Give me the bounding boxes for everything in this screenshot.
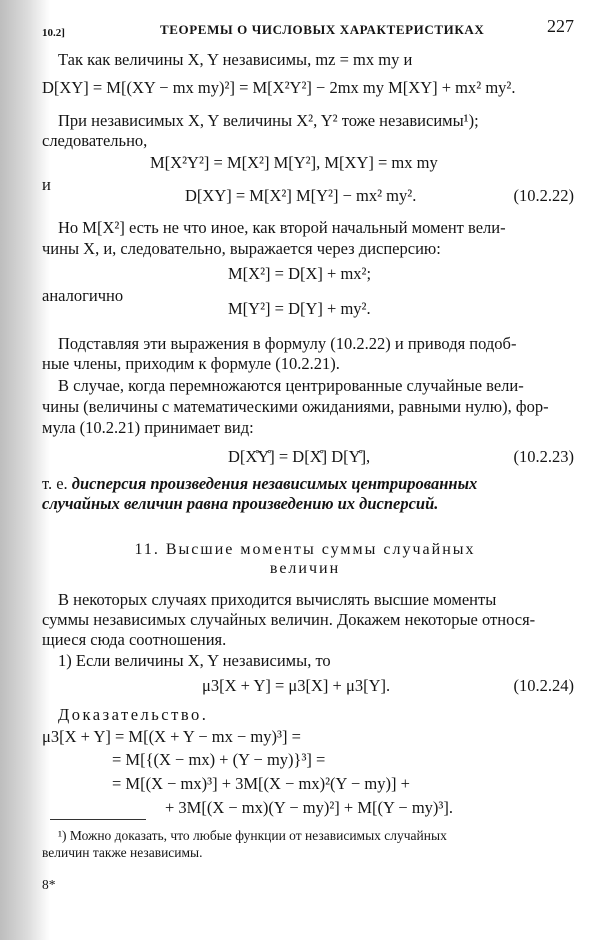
text-line: В некоторых случаях приходится вычислять высшие моменты xyxy=(58,590,497,609)
emphasis-text: дисперсия произведения независимых центрированных xyxy=(71,474,478,493)
text-line: При независимых X, Y величины X², Y² тоже независимы¹); xyxy=(58,111,479,130)
formula: M[Y²] = D[Y] + my². xyxy=(228,299,371,318)
formula: + 3M[(X − mx)(Y − my)²] + M[(Y − my)³]. xyxy=(165,798,453,817)
text-line xyxy=(42,474,477,494)
formula: = M[{(X − mx) + (Y − my)}³] = xyxy=(112,750,326,769)
section-heading: 11. Высшие моменты суммы случайных xyxy=(134,541,476,558)
formula: D[XY] = M[(XY − mx my)²] = M[X²Y²] − 2mx my M[XY] + mx² my². xyxy=(42,78,516,97)
text-line: аналогично xyxy=(42,286,124,305)
text-prefix: т. е. xyxy=(42,474,72,493)
running-header: ТЕОРЕМЫ О ЧИСЛОВЫХ ХАРАКТЕРИСТИКАХ xyxy=(160,22,485,37)
footnote: ¹) Можно доказать, что любые функции от независимых случайных xyxy=(58,828,447,843)
equation-number: (10.2.22) xyxy=(513,186,574,205)
text-line: щиеся сюда соотношения. xyxy=(42,630,227,649)
text-line: следовательно, xyxy=(42,131,148,150)
text-line: мула (10.2.21) принимает вид: xyxy=(42,418,254,437)
equation-number: (10.2.24) xyxy=(513,676,574,695)
text-line: В случае, когда перемножаются центрированные случайные вели- xyxy=(58,376,524,395)
footnote: величин также независимы. xyxy=(42,845,203,860)
section-heading: величин xyxy=(269,560,341,577)
formula: = M[(X − mx)³] + 3M[(X − mx)²(Y − my)] + xyxy=(112,774,410,793)
text-line: чины X, и, следовательно, выражается через дисперсию: xyxy=(42,239,441,258)
text-line: и xyxy=(42,175,51,194)
footnote-rule xyxy=(50,819,146,820)
emphasis-text: случайных величин равна произведению их дисперсий. xyxy=(42,494,439,513)
formula: M[X²] = D[X] + mx²; xyxy=(228,264,372,283)
formula: μ3[X + Y] = μ3[X] + μ3[Y]. xyxy=(202,676,391,695)
text-line: чины (величины с математическими ожиданиями, равными нулю), фор- xyxy=(42,397,549,416)
page-number: 227 xyxy=(547,16,574,36)
equation-number: (10.2.23) xyxy=(513,447,574,466)
text-line: ные члены, приходим к формуле (10.2.21). xyxy=(42,354,340,373)
formula: D[XY] = M[X²] M[Y²] − mx² my². xyxy=(185,186,417,205)
section-marker: 10.2] xyxy=(42,27,65,39)
formula: μ3[X + Y] = M[(X + Y − mx − my)³] = xyxy=(42,727,301,746)
formula: M[X²Y²] = M[X²] M[Y²], M[XY] = mx my xyxy=(150,153,438,172)
formula: D[X̊Y̊] = D[X̊] D[Y̊], xyxy=(228,447,371,466)
text-line: 1) Если величины X, Y независимы, то xyxy=(58,651,331,670)
text-line: Подставляя эти выражения в формулу (10.2.22) и приводя подоб- xyxy=(58,334,517,353)
signature-mark: 8* xyxy=(42,877,56,892)
text-line: Так как величины X, Y независимы, mz = mx my и xyxy=(58,50,413,69)
text-line: Но M[X²] есть не что иное, как второй начальный момент вели- xyxy=(58,218,506,237)
proof-heading: Доказательство. xyxy=(58,705,209,724)
text-line: суммы независимых случайных величин. Докажем некоторые относя- xyxy=(42,610,536,629)
